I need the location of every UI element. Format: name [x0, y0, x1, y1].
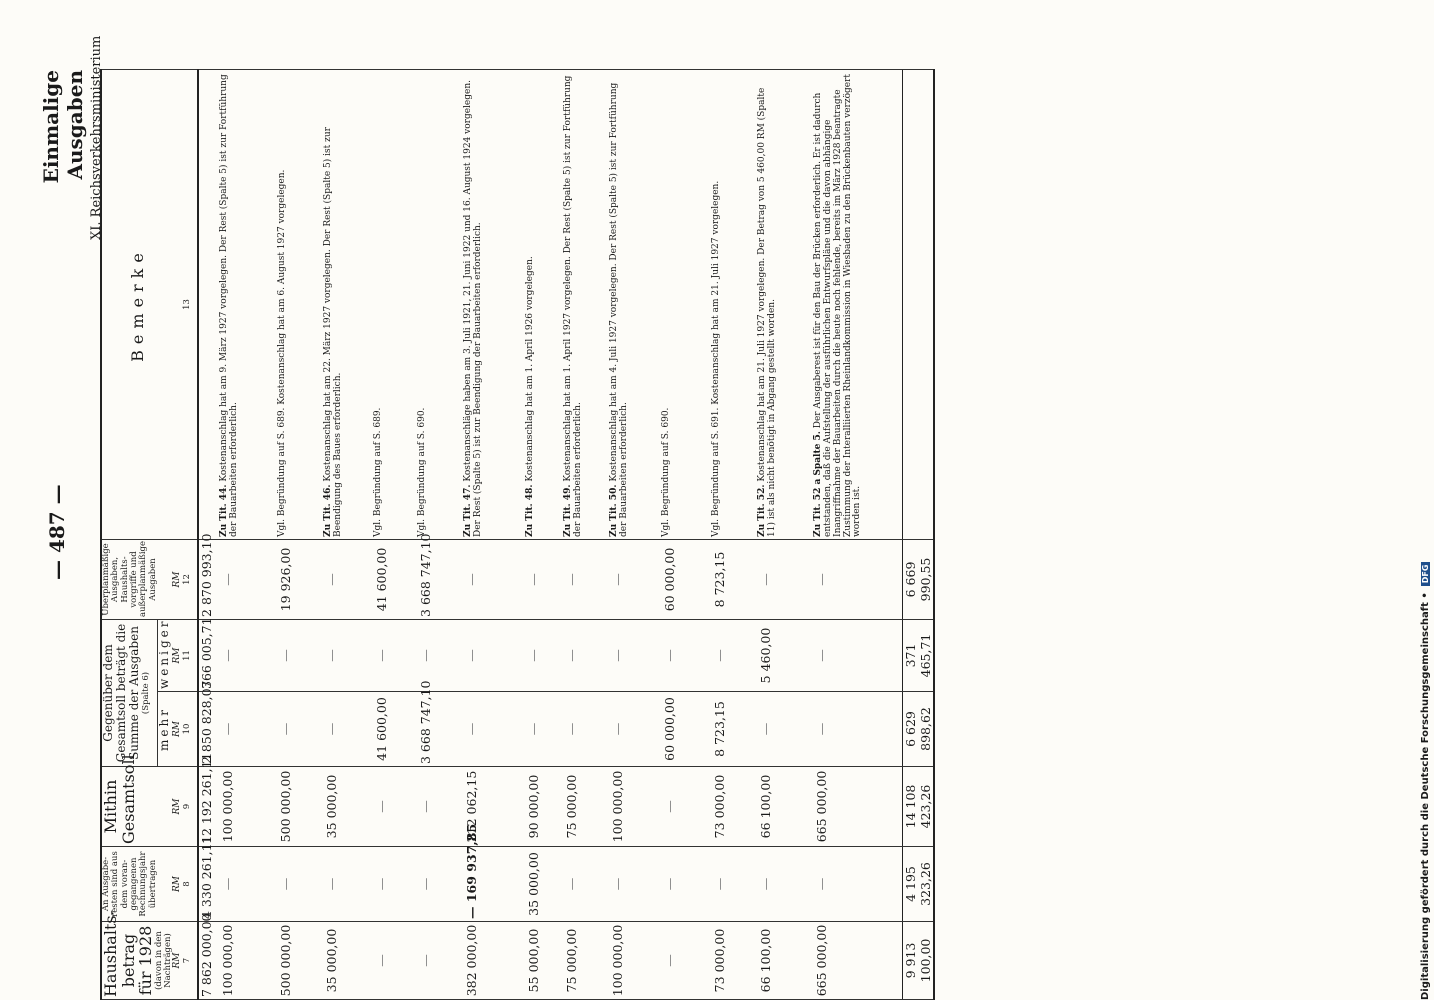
cell-c12: —	[324, 539, 374, 619]
cell-c10: —	[564, 692, 610, 767]
total-c12: 6 669 990,55	[902, 539, 934, 619]
colnum-9: 9	[183, 767, 198, 847]
cell-c11: 5 460,00	[758, 619, 814, 691]
cell-c12: —	[610, 539, 662, 619]
page-number: — 487 —	[45, 484, 69, 580]
cell-c9: —	[662, 767, 712, 847]
page-title: Einmalige Ausgaben	[39, 70, 87, 184]
cell-c8: —	[814, 847, 902, 922]
side-note	[1418, 10, 1432, 1000]
remark-text: Kostenanschlag hat am 9. März 1927 vorgelegen. Der Rest (Spalte 5) ist zur Fortführung der Bauarbeiten erforderlich.	[219, 74, 240, 537]
cell-c8: —	[418, 847, 464, 922]
cell-c10: —	[324, 692, 374, 767]
table-row	[662, 69, 712, 999]
cell-c8: —	[564, 847, 610, 922]
remark-title: Zu Tit. 44.	[219, 484, 230, 537]
cell-c8: —	[662, 847, 712, 922]
cell-c11: —	[526, 619, 564, 691]
colnum-10: 10	[183, 692, 198, 767]
remark-cell	[220, 69, 278, 539]
cell-c12: —	[464, 539, 526, 619]
cell-c8: —	[610, 847, 662, 922]
header-c7: Haushalts-betrag für 1928 (davon in den Nachträgen)	[101, 922, 173, 1000]
remark-text: Vgl. Begründung auf S. 690.	[661, 407, 672, 537]
totals-row	[902, 69, 934, 999]
remark-title: Zu Tit. 52 a Spalte 5.	[813, 431, 824, 537]
budget-table	[100, 69, 935, 1000]
cell-c10: —	[610, 692, 662, 767]
cell-c9: 75 000,00	[564, 767, 610, 847]
cell-c8: —	[374, 847, 418, 922]
remark-cell	[526, 69, 564, 539]
table-row	[374, 69, 418, 999]
cell-c8: —	[220, 847, 278, 922]
cell-c8: — 169 937,85	[464, 847, 526, 922]
ministry-title: XI. Reichsverkehrsministerium	[89, 35, 104, 240]
title-block	[39, 35, 104, 240]
header-c10-11: Gegenüber dem Gesamtsoll beträgt die Summe der Ausgaben (Spalte 6)	[101, 619, 158, 766]
cell-c8: —	[278, 847, 324, 922]
cell-c10: —	[278, 692, 324, 767]
cell-c8: —	[758, 847, 814, 922]
remark-text: Kostenanschlag hat am 1. April 1927 vorgelegen. Der Rest (Spalte 5) ist zur Fortführung der Bauarbeiten erforderlich.	[563, 75, 584, 537]
cell-c7: —	[418, 922, 464, 1000]
remark-cell	[278, 69, 324, 539]
cell-c11: —	[374, 619, 418, 691]
remark-text: Vgl. Begründung auf S. 690.	[417, 407, 428, 537]
dfg-logo: DFG	[1421, 562, 1430, 587]
table-row	[712, 69, 758, 999]
remark-title: Zu Tit. 47.	[463, 484, 474, 537]
cell-c9: 66 100,00	[758, 767, 814, 847]
cell-c8: 35 000,00	[526, 847, 564, 922]
remark-text: Vgl. Begründung auf S. 689. Kostenanschlag hat am 6. August 1927 vorgelegen.	[277, 169, 288, 537]
colnum-12: 12	[183, 539, 198, 619]
cell-c12: —	[220, 539, 278, 619]
cell-c10: —	[526, 692, 564, 767]
cell-c7: 500 000,00	[278, 922, 324, 1000]
cell-c12: —	[526, 539, 564, 619]
cell-c9: 73 000,00	[712, 767, 758, 847]
cell-c12: —	[758, 539, 814, 619]
remark-text: Vgl. Begründung auf S. 691. Kostenanschlag hat am 21. Juli 1927 vorgelegen.	[711, 180, 722, 537]
cell-c7: 7 862 000,00	[198, 922, 220, 1000]
cell-c8: 4 330 261,11	[198, 847, 220, 922]
cell-c11: —	[814, 619, 902, 691]
cell-c7: 665 000,00	[814, 922, 902, 1000]
unit-c11: RM	[173, 619, 183, 691]
cell-c7: 100 000,00	[610, 922, 662, 1000]
unit-c10: RM	[173, 692, 183, 767]
cell-c7: 100 000,00	[220, 922, 278, 1000]
unit-c7: RM	[173, 922, 183, 1000]
remark-text: Kostenanschlag hat am 21. Juli 1927 vorgelegen. Der Betrag von 5 460,00 RM (Spalte 11) ist als nicht benötigt in Abgang gestellt worden.	[757, 87, 778, 537]
cell-c9: 12 192 261,11	[198, 767, 220, 847]
cell-c10: 2 850 828,07	[198, 692, 220, 767]
cell-c12: 60 000,00	[662, 539, 712, 619]
remark-text: Der Ausgaberest ist für den Bau der Brücken erforderlich. Er ist dadurch entstanden, daß die Aufstellung der ausführlichen Entwurfspläne und die davon abhängige Inangriffnahme der Bauarbeiten durch die heute noch fehlende, bereits im März 1928 beantragte Zustimmung der Interalliierten Rheinlandkommission in Wiesbaden zu den Brückenbauten verzögert worden ist.	[813, 73, 863, 537]
cell-c8: —	[712, 847, 758, 922]
header-c9: Mithin Gesamtsoll	[101, 767, 173, 847]
colnum-13: 13	[183, 69, 198, 539]
cell-c12: 3 668 747,10	[418, 539, 464, 619]
remark-text: Kostenanschlag hat am 22. März 1927 vorgelegen. Der Rest (Spalte 5) ist zur Beendigung des Baues erforderlich.	[323, 127, 344, 537]
cell-c9: 665 000,00	[814, 767, 902, 847]
cell-c11: —	[662, 619, 712, 691]
table-row	[610, 69, 662, 999]
cell-c10: 41 600,00	[374, 692, 418, 767]
cell-c7: 35 000,00	[324, 922, 374, 1000]
cell-c11: —	[418, 619, 464, 691]
cell-c10: 3 668 747,10	[418, 692, 464, 767]
remark-cell	[610, 69, 662, 539]
table-row	[564, 69, 610, 999]
remark-cell	[814, 69, 902, 539]
cell-c7: 66 100,00	[758, 922, 814, 1000]
cell-c9: 212 062,15	[464, 767, 526, 847]
cell-c9: 35 000,00	[324, 767, 374, 847]
header-c12: Überplanmäßige Ausgaben, Haushalts-vorgriffe und außerplanmäßige Ausgaben	[101, 539, 173, 619]
table-row	[220, 69, 278, 999]
cell-c9: 500 000,00	[278, 767, 324, 847]
colnum-8: 8	[183, 847, 198, 922]
table-row	[198, 69, 220, 999]
remark-cell	[374, 69, 418, 539]
unit-c12: RM	[173, 539, 183, 619]
header-c11: weniger	[158, 619, 173, 691]
unit-c9: RM	[173, 767, 183, 847]
header-c13: Bemerke	[101, 69, 173, 539]
table-row	[758, 69, 814, 999]
colnum-7: 7	[183, 922, 198, 1000]
table-body	[198, 69, 902, 999]
remark-cell	[464, 69, 526, 539]
cell-c9: 90 000,00	[526, 767, 564, 847]
cell-c7: 73 000,00	[712, 922, 758, 1000]
cell-c7: —	[374, 922, 418, 1000]
cell-c10: 60 000,00	[662, 692, 712, 767]
total-c9: 14 108 423,26	[902, 767, 934, 847]
total-c7: 9 913 100,00	[902, 922, 934, 1000]
cell-c12: 19 926,00	[278, 539, 324, 619]
cell-c10: —	[814, 692, 902, 767]
remark-cell	[324, 69, 374, 539]
cell-c11: —	[278, 619, 324, 691]
cell-c11: —	[712, 619, 758, 691]
cell-c7: —	[662, 922, 712, 1000]
cell-c9: —	[374, 767, 418, 847]
remark-title: Zu Tit. 52.	[757, 484, 768, 537]
cell-c11: 366 005,71	[198, 619, 220, 691]
cell-c8: —	[324, 847, 374, 922]
remark-cell	[758, 69, 814, 539]
remark-cell	[662, 69, 712, 539]
cell-c12: —	[564, 539, 610, 619]
table-row	[324, 69, 374, 999]
cell-c11: —	[610, 619, 662, 691]
remark-text: Kostenanschlag hat am 4. Juli 1927 vorgelegen. Der Rest (Spalte 5) ist zur Fortführung der Bauarbeiten erforderlich.	[609, 82, 630, 537]
remark-text: Kostenanschläge haben am 3. Juli 1921, 21. Juni 1922 und 16. August 1924 vorgelegen. Der Rest (Spalte 5) ist zur Beendigung der Bauarbeiten erforderlich.	[463, 80, 484, 537]
cell-c12: 41 600,00	[374, 539, 418, 619]
cell-c12: 2 870 993,10	[198, 539, 220, 619]
remark-cell	[418, 69, 464, 539]
remark-text: Vgl. Begründung auf S. 689.	[373, 407, 384, 537]
total-c8: 4 195 323,26	[902, 847, 934, 922]
cell-c7: 75 000,00	[564, 922, 610, 1000]
total-c11: 371 465,71	[902, 619, 934, 691]
cell-c11: —	[220, 619, 278, 691]
table-row	[278, 69, 324, 999]
remark-cell	[198, 69, 220, 539]
table-row	[418, 69, 464, 999]
cell-c10: 8 723,15	[712, 692, 758, 767]
table-row	[526, 69, 564, 999]
cell-c7: 382 000,00	[464, 922, 526, 1000]
cell-c11: —	[564, 619, 610, 691]
colnum-11: 11	[183, 619, 198, 691]
remark-cell	[712, 69, 758, 539]
cell-c9: —	[418, 767, 464, 847]
remark-title: Zu Tit. 46.	[323, 484, 334, 537]
cell-c11: —	[464, 619, 526, 691]
header-c8: An Ausgabe-resten sind aus dem voran-gegangenen Rechnungsjahr übertragen	[101, 847, 173, 922]
table-row	[814, 69, 902, 999]
cell-c10: —	[220, 692, 278, 767]
cell-c12: —	[814, 539, 902, 619]
cell-c9: 100 000,00	[220, 767, 278, 847]
remark-cell	[564, 69, 610, 539]
remark-title: Zu Tit. 49.	[563, 484, 574, 537]
cell-c10: —	[758, 692, 814, 767]
cell-c10: —	[464, 692, 526, 767]
table-row	[464, 69, 526, 999]
cell-c11: —	[324, 619, 374, 691]
cell-c12: 8 723,15	[712, 539, 758, 619]
header-c10: mehr	[158, 692, 173, 767]
total-remark	[902, 69, 934, 539]
side-note-text: Digitalisierung gefördert durch die Deutsche Forschungsgemeinschaft •	[1419, 592, 1431, 1000]
cell-c9: 100 000,00	[610, 767, 662, 847]
total-c10: 6 629 898,62	[902, 692, 934, 767]
unit-c8: RM	[173, 847, 183, 922]
remark-title: Zu Tit. 48.	[525, 484, 536, 537]
remark-text: Kostenanschlag hat am 1. April 1926 vorgelegen.	[525, 256, 536, 482]
remark-title: Zu Tit. 50.	[609, 484, 620, 537]
rotated-page	[37, 35, 1351, 1000]
cell-c7: 55 000,00	[526, 922, 564, 1000]
